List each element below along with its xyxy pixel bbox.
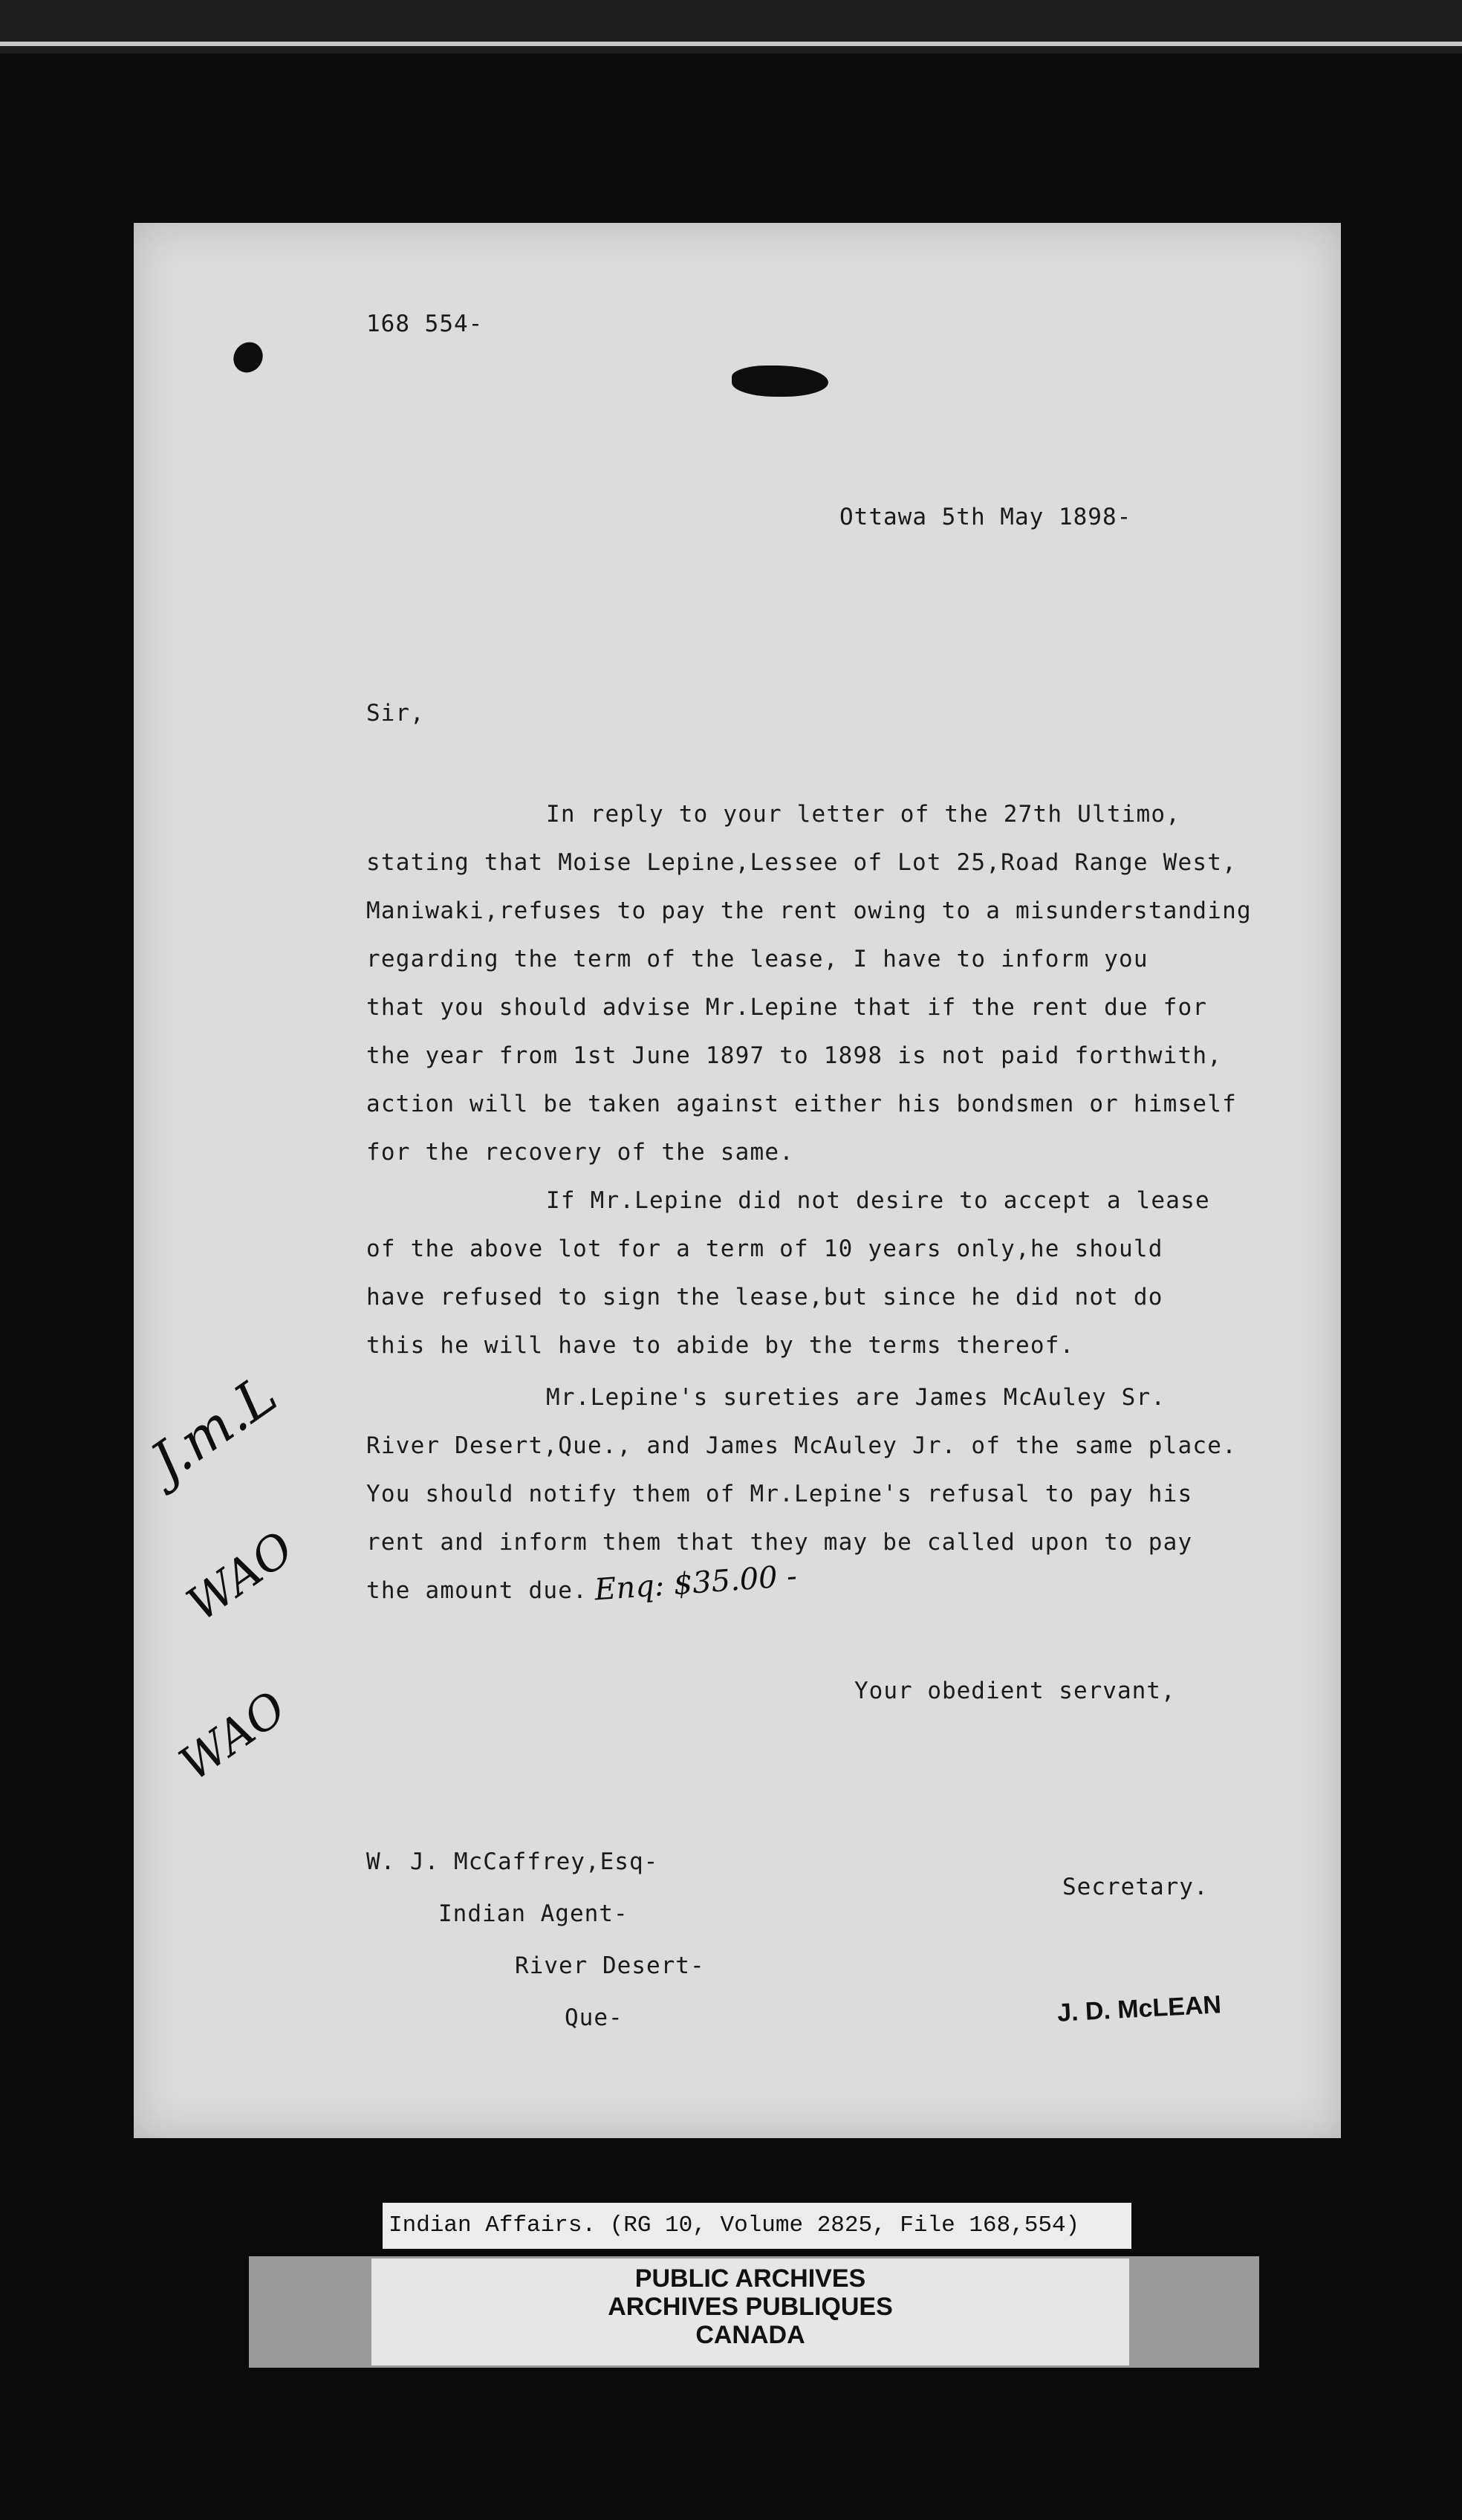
closing: Your obedient servant,: [854, 1678, 1176, 1704]
address-line: W. J. McCaffrey,Esq-: [366, 1848, 659, 1875]
body-line: have refused to sign the lease,but since he did not do: [366, 1284, 1163, 1311]
body-line: Mr.Lepine's sureties are James McAuley Sr.: [546, 1384, 1166, 1411]
body-line: You should notify them of Mr.Lepine's refusal to pay his: [366, 1481, 1193, 1507]
body-line: stating that Moise Lepine,Lessee of Lot 25,Road Range West,: [366, 849, 1237, 876]
address-line: Indian Agent-: [438, 1900, 628, 1927]
body-line: Maniwaki,refuses to pay the rent owing to a misunderstanding: [366, 897, 1252, 924]
body-line: of the above lot for a term of 10 years only,he should: [366, 1235, 1163, 1262]
margin-initials: J.m.L: [139, 1363, 288, 1493]
body-line: the amount due.: [366, 1577, 588, 1604]
body-line: the year from 1st June 1897 to 1898 is not paid forthwith,: [366, 1042, 1223, 1069]
file-number: 168 554-: [366, 311, 484, 337]
archive-stamp-line: PUBLIC ARCHIVES: [634, 2264, 866, 2293]
address-line: Que-: [565, 2004, 623, 2031]
body-line: that you should advise Mr.Lepine that if the rent due for: [366, 994, 1208, 1021]
place-date: Ottawa 5th May 1898-: [839, 504, 1132, 530]
film-top-strip: [0, 0, 1462, 53]
archive-stamp-line: CANADA: [695, 2321, 805, 2349]
address-line: River Desert-: [515, 1952, 705, 1979]
body-line: this he will have to abide by the terms thereof.: [366, 1332, 1075, 1359]
ink-blot: [227, 337, 268, 378]
body-line: rent and inform them that they may be called upon to pay: [366, 1529, 1193, 1556]
film-edge-line: [0, 42, 1462, 46]
handwritten-amount: Enq: $35.00 -: [593, 1559, 799, 1608]
body-line: If Mr.Lepine did not desire to accept a lease: [546, 1187, 1210, 1214]
archive-reference-label: Indian Affairs. (RG 10, Volume 2825, File 168,554): [383, 2203, 1131, 2249]
margin-initials: WAO: [169, 1680, 296, 1792]
margin-initials: WAO: [177, 1520, 304, 1632]
archive-stamp-line: ARCHIVES PUBLIQUES: [608, 2293, 893, 2321]
body-line: River Desert,Que., and James McAuley Jr. of the same place.: [366, 1432, 1237, 1459]
body-line: action will be taken against either his bondsmen or himself: [366, 1091, 1237, 1117]
body-line: In reply to your letter of the 27th Ultimo,: [546, 801, 1181, 828]
body-line: regarding the term of the lease, I have to inform you: [366, 946, 1149, 972]
salutation: Sir,: [366, 700, 425, 727]
signatory-title: Secretary.: [1062, 1874, 1209, 1900]
ink-smudge: [732, 366, 828, 397]
signature-stamp: J. D. McLEAN: [1056, 1990, 1222, 2027]
letter-page: [134, 223, 1341, 2138]
body-line: for the recovery of the same.: [366, 1139, 795, 1166]
archive-stamp: [371, 2264, 1129, 2349]
